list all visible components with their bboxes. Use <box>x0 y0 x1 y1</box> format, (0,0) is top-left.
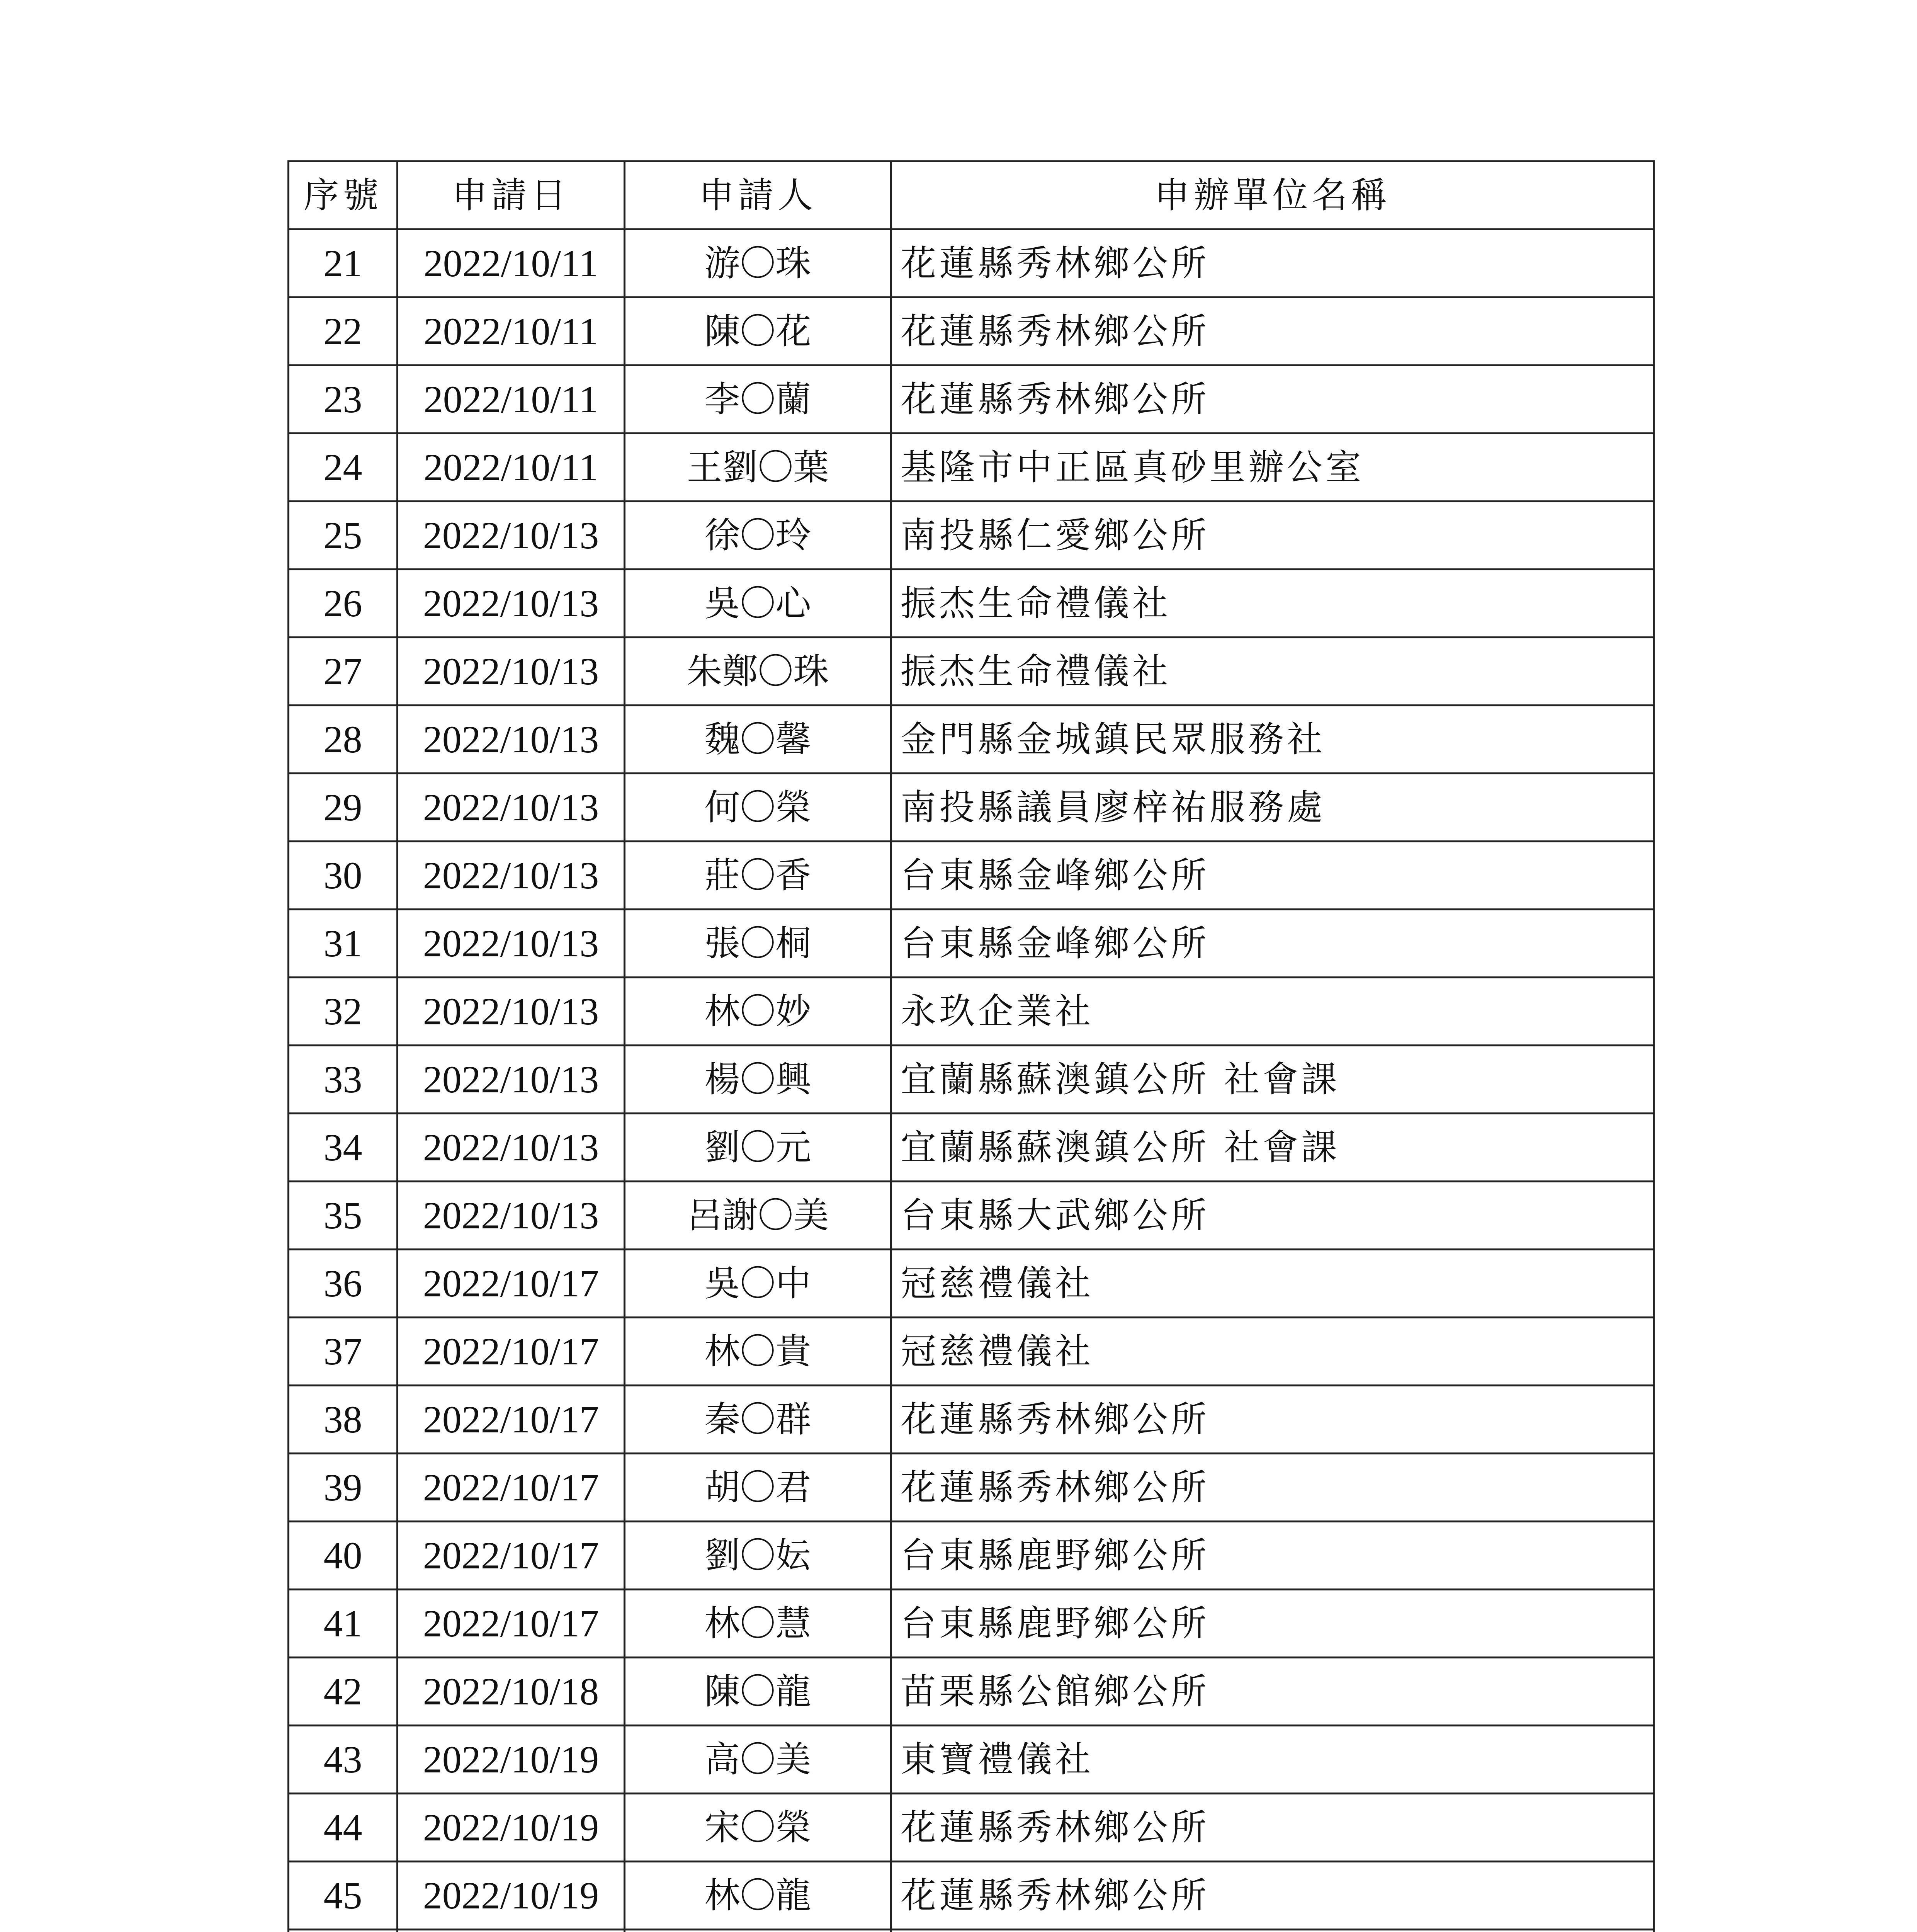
cell-application-date: 2022/10/13 <box>398 638 625 706</box>
table-row <box>289 706 1654 774</box>
header-applicant: 申請人 <box>625 162 891 230</box>
cell-applicant: 吳〇中 <box>625 1250 891 1318</box>
table-row <box>289 502 1654 570</box>
table-row <box>289 1930 1654 1932</box>
cell-organization: 苗栗縣公館鄉公所 <box>891 1658 1654 1726</box>
header-serial-number: 序號 <box>289 162 398 230</box>
cell-serial-number: 32 <box>289 978 398 1046</box>
applicant-table <box>287 160 1655 1932</box>
cell-serial-number: 33 <box>289 1046 398 1114</box>
cell-organization: 台東縣鹿野鄉公所 <box>891 1522 1654 1590</box>
table-row <box>289 1386 1654 1454</box>
cell-organization: 花蓮縣秀林鄉公所 <box>891 366 1654 434</box>
cell-serial-number: 35 <box>289 1182 398 1250</box>
cell-application-date: 2022/10/13 <box>398 910 625 978</box>
cell-serial-number: 42 <box>289 1658 398 1726</box>
cell-serial-number: 29 <box>289 774 398 842</box>
cell-organization: 永玖企業社 <box>891 978 1654 1046</box>
cell-applicant: 劉〇妘 <box>625 1522 891 1590</box>
cell-applicant: 楊〇興 <box>625 1046 891 1114</box>
cell-applicant: 呂謝〇美 <box>625 1182 891 1250</box>
table-row <box>289 1590 1654 1658</box>
cell-serial-number: 41 <box>289 1590 398 1658</box>
cell-organization: 台東縣鹿野鄉公所 <box>891 1590 1654 1658</box>
cell-application-date: 2022/10/13 <box>398 706 625 774</box>
cell-organization: 台東縣金峰鄉公所 <box>891 842 1654 910</box>
cell-application-date: 2022/10/19 <box>398 1862 625 1930</box>
header-organization: 申辦單位名稱 <box>891 162 1654 230</box>
cell-application-date: 2022/10/19 <box>398 1726 625 1794</box>
cell-application-date: 2022/10/11 <box>398 366 625 434</box>
cell-organization: 花蓮縣秀林鄉公所 <box>891 1454 1654 1522</box>
cell-applicant: 胡〇君 <box>625 1454 891 1522</box>
cell-applicant: 劉〇元 <box>625 1114 891 1182</box>
cell-organization: 南投縣議員廖梓祐服務處 <box>891 774 1654 842</box>
cell-applicant: 林〇貴 <box>625 1318 891 1386</box>
table-row <box>289 910 1654 978</box>
cell-serial-number: 34 <box>289 1114 398 1182</box>
cell-application-date: 2022/10/17 <box>398 1522 625 1590</box>
table-row <box>289 1454 1654 1522</box>
cell-application-date: 2022/10/13 <box>398 978 625 1046</box>
cell-application-date: 2022/10/11 <box>398 434 625 502</box>
cell-application-date: 2022/10/19 <box>398 1794 625 1862</box>
cell-application-date: 2022/10/17 <box>398 1454 625 1522</box>
table-row <box>289 1862 1654 1930</box>
cell-applicant: 王劉〇葉 <box>625 434 891 502</box>
table-row <box>289 638 1654 706</box>
cell-serial-number: 44 <box>289 1794 398 1862</box>
cell-organization: 花蓮縣秀林鄉公所 <box>891 1386 1654 1454</box>
cell-application-date: 2022/10/17 <box>398 1386 625 1454</box>
cell-organization: 花蓮縣秀林鄉公所 <box>891 230 1654 298</box>
cell-organization: 台東縣金峰鄉公所 <box>891 910 1654 978</box>
table-header-row <box>289 162 1654 230</box>
table-row <box>289 842 1654 910</box>
cell-application-date: 2022/10/17 <box>398 1590 625 1658</box>
cell-serial-number: 36 <box>289 1250 398 1318</box>
cell-organization: 冠慈禮儀社 <box>891 1318 1654 1386</box>
cell-serial-number: 24 <box>289 434 398 502</box>
cell-serial-number: 23 <box>289 366 398 434</box>
table-row <box>289 434 1654 502</box>
table-body <box>289 230 1654 1932</box>
table-row <box>289 774 1654 842</box>
cell-serial-number: 38 <box>289 1386 398 1454</box>
cell-applicant: 朱鄭〇珠 <box>625 638 891 706</box>
cell-applicant <box>625 1930 891 1932</box>
cell-serial-number: 30 <box>289 842 398 910</box>
table-row <box>289 1726 1654 1794</box>
cell-serial-number: 27 <box>289 638 398 706</box>
table-row <box>289 1794 1654 1862</box>
table-row <box>289 1182 1654 1250</box>
cell-organization: 振杰生命禮儀社 <box>891 570 1654 638</box>
cell-applicant: 宋〇榮 <box>625 1794 891 1862</box>
table-row <box>289 366 1654 434</box>
cell-application-date: 2022/10/17 <box>398 1318 625 1386</box>
table-row <box>289 1046 1654 1114</box>
cell-serial-number: 28 <box>289 706 398 774</box>
cell-organization: 花蓮縣秀林鄉公所 <box>891 1794 1654 1862</box>
cell-applicant: 林〇妙 <box>625 978 891 1046</box>
cell-organization: 花蓮縣秀林鄉公所 <box>891 1862 1654 1930</box>
cell-organization: 金門縣金城鎮民眾服務社 <box>891 706 1654 774</box>
cell-application-date <box>398 1930 625 1932</box>
cell-serial-number: 45 <box>289 1862 398 1930</box>
cell-applicant: 徐〇玲 <box>625 502 891 570</box>
cell-application-date: 2022/10/13 <box>398 842 625 910</box>
cell-applicant: 林〇慧 <box>625 1590 891 1658</box>
cell-application-date: 2022/10/11 <box>398 298 625 366</box>
cell-application-date: 2022/10/13 <box>398 502 625 570</box>
cell-application-date: 2022/10/17 <box>398 1250 625 1318</box>
table-row <box>289 1318 1654 1386</box>
cell-applicant: 吳〇心 <box>625 570 891 638</box>
cell-serial-number: 31 <box>289 910 398 978</box>
table-row <box>289 1250 1654 1318</box>
cell-serial-number: 43 <box>289 1726 398 1794</box>
cell-applicant: 魏〇馨 <box>625 706 891 774</box>
header-application-date: 申請日 <box>398 162 625 230</box>
table-row <box>289 978 1654 1046</box>
table-row <box>289 230 1654 298</box>
cell-organization: 台東縣大武鄉公所 <box>891 1182 1654 1250</box>
cell-organization: 宜蘭縣蘇澳鎮公所 社會課 <box>891 1114 1654 1182</box>
table-row <box>289 1114 1654 1182</box>
cell-organization: 花蓮縣秀林鄉公所 <box>891 298 1654 366</box>
cell-serial-number: 25 <box>289 502 398 570</box>
table-row <box>289 298 1654 366</box>
cell-organization: 宜蘭縣蘇澳鎮公所 社會課 <box>891 1046 1654 1114</box>
cell-applicant: 張〇桐 <box>625 910 891 978</box>
cell-application-date: 2022/10/11 <box>398 230 625 298</box>
cell-applicant: 李〇蘭 <box>625 366 891 434</box>
cell-serial-number: 40 <box>289 1522 398 1590</box>
cell-serial-number: 21 <box>289 230 398 298</box>
table-row <box>289 570 1654 638</box>
cell-applicant: 林〇龍 <box>625 1862 891 1930</box>
cell-applicant: 莊〇香 <box>625 842 891 910</box>
table-row <box>289 1658 1654 1726</box>
cell-applicant: 游〇珠 <box>625 230 891 298</box>
cell-applicant: 陳〇花 <box>625 298 891 366</box>
cell-organization: 振杰生命禮儀社 <box>891 638 1654 706</box>
cell-applicant: 秦〇群 <box>625 1386 891 1454</box>
cell-serial-number: 22 <box>289 298 398 366</box>
cell-application-date: 2022/10/13 <box>398 1046 625 1114</box>
cell-serial-number <box>289 1930 398 1932</box>
cell-application-date: 2022/10/18 <box>398 1658 625 1726</box>
cell-organization: 基隆市中正區真砂里辦公室 <box>891 434 1654 502</box>
cell-serial-number: 37 <box>289 1318 398 1386</box>
cell-applicant: 陳〇龍 <box>625 1658 891 1726</box>
cell-application-date: 2022/10/13 <box>398 1182 625 1250</box>
cell-serial-number: 39 <box>289 1454 398 1522</box>
cell-applicant: 何〇榮 <box>625 774 891 842</box>
cell-organization: 冠慈禮儀社 <box>891 1250 1654 1318</box>
cell-application-date: 2022/10/13 <box>398 570 625 638</box>
cell-organization: 東寶禮儀社 <box>891 1726 1654 1794</box>
cell-application-date: 2022/10/13 <box>398 774 625 842</box>
cell-applicant: 高〇美 <box>625 1726 891 1794</box>
table-row <box>289 1522 1654 1590</box>
cell-organization: 南投縣仁愛鄉公所 <box>891 502 1654 570</box>
cell-application-date: 2022/10/13 <box>398 1114 625 1182</box>
cell-serial-number: 26 <box>289 570 398 638</box>
cell-organization <box>891 1930 1654 1932</box>
